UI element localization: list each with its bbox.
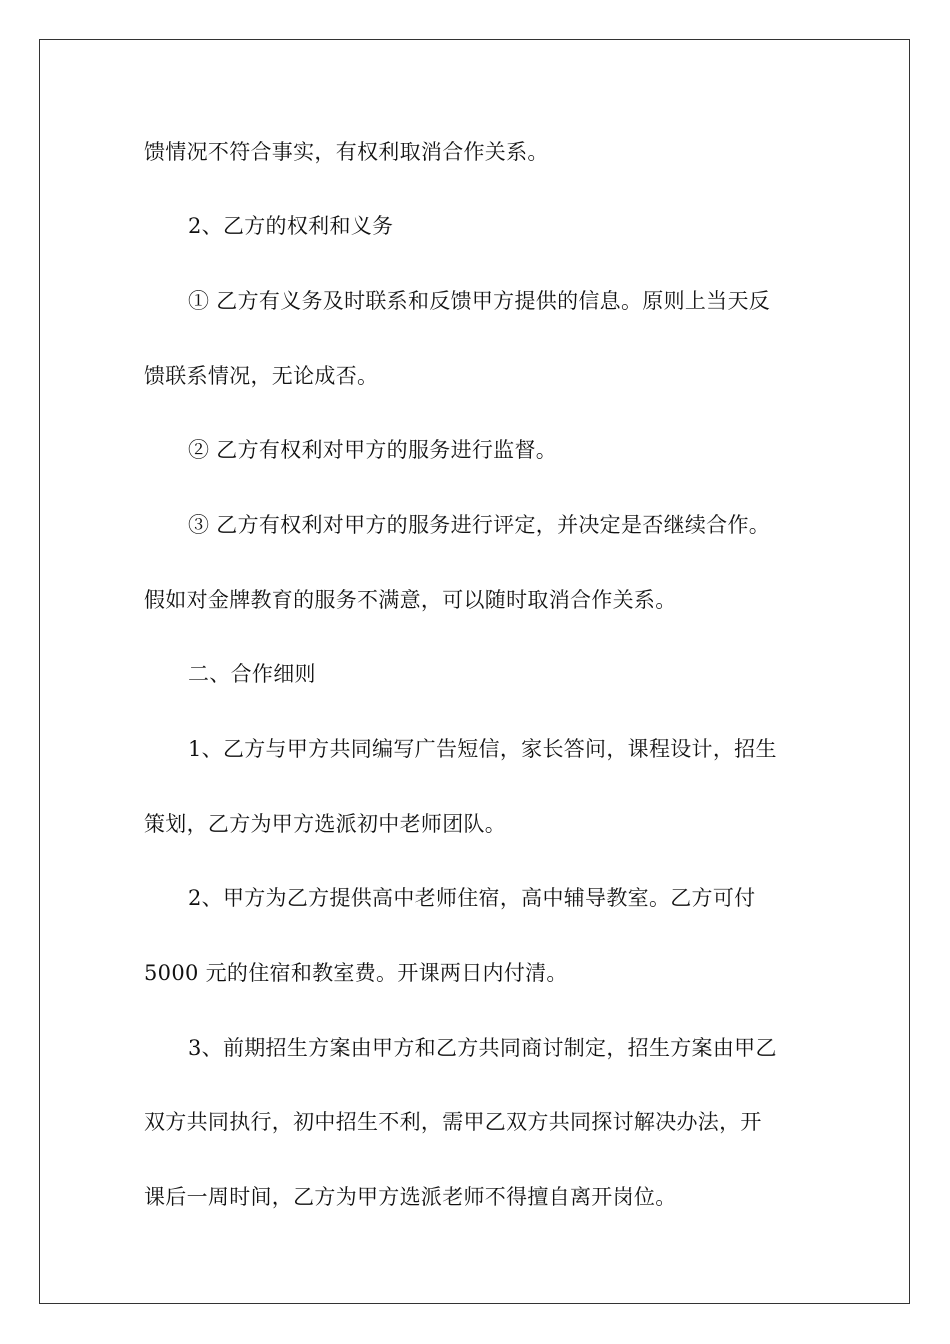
text-line: 双方共同执行，初中招生不利，需甲乙双方共同探讨解决办法，开 <box>144 1110 762 1134</box>
text-line: 课后一周时间，乙方为甲方选派老师不得擅自离开岗位。 <box>144 1185 677 1209</box>
text-line: ③ 乙方有权利对甲方的服务进行评定，并决定是否继续合作。 <box>188 513 771 537</box>
text-line: 5000 元的住宿和教室费。开课两日内付清。 <box>144 961 568 985</box>
section-heading: 二、合作细则 <box>188 662 316 686</box>
text-line: ② 乙方有权利对甲方的服务进行监督。 <box>188 438 558 462</box>
text-line: 馈情况不符合事实，有权利取消合作关系。 <box>144 140 549 164</box>
text-line: 3、前期招生方案由甲方和乙方共同商讨制定，招生方案由甲乙 <box>188 1036 777 1060</box>
text-line: 1、乙方与甲方共同编写广告短信，家长答问，课程设计，招生 <box>188 737 777 761</box>
text-line: 假如对金牌教育的服务不满意，可以随时取消合作关系。 <box>144 588 677 612</box>
text-line: 策划，乙方为甲方选派初中老师团队。 <box>144 812 507 836</box>
section-heading: 2、乙方的权利和义务 <box>188 214 394 238</box>
text-line: 馈联系情况，无论成否。 <box>144 364 379 388</box>
text-line: 2、甲方为乙方提供高中老师住宿，高中辅导教室。乙方可付 <box>188 886 756 910</box>
text-line: ① 乙方有义务及时联系和反馈甲方提供的信息。原则上当天反 <box>188 289 771 313</box>
